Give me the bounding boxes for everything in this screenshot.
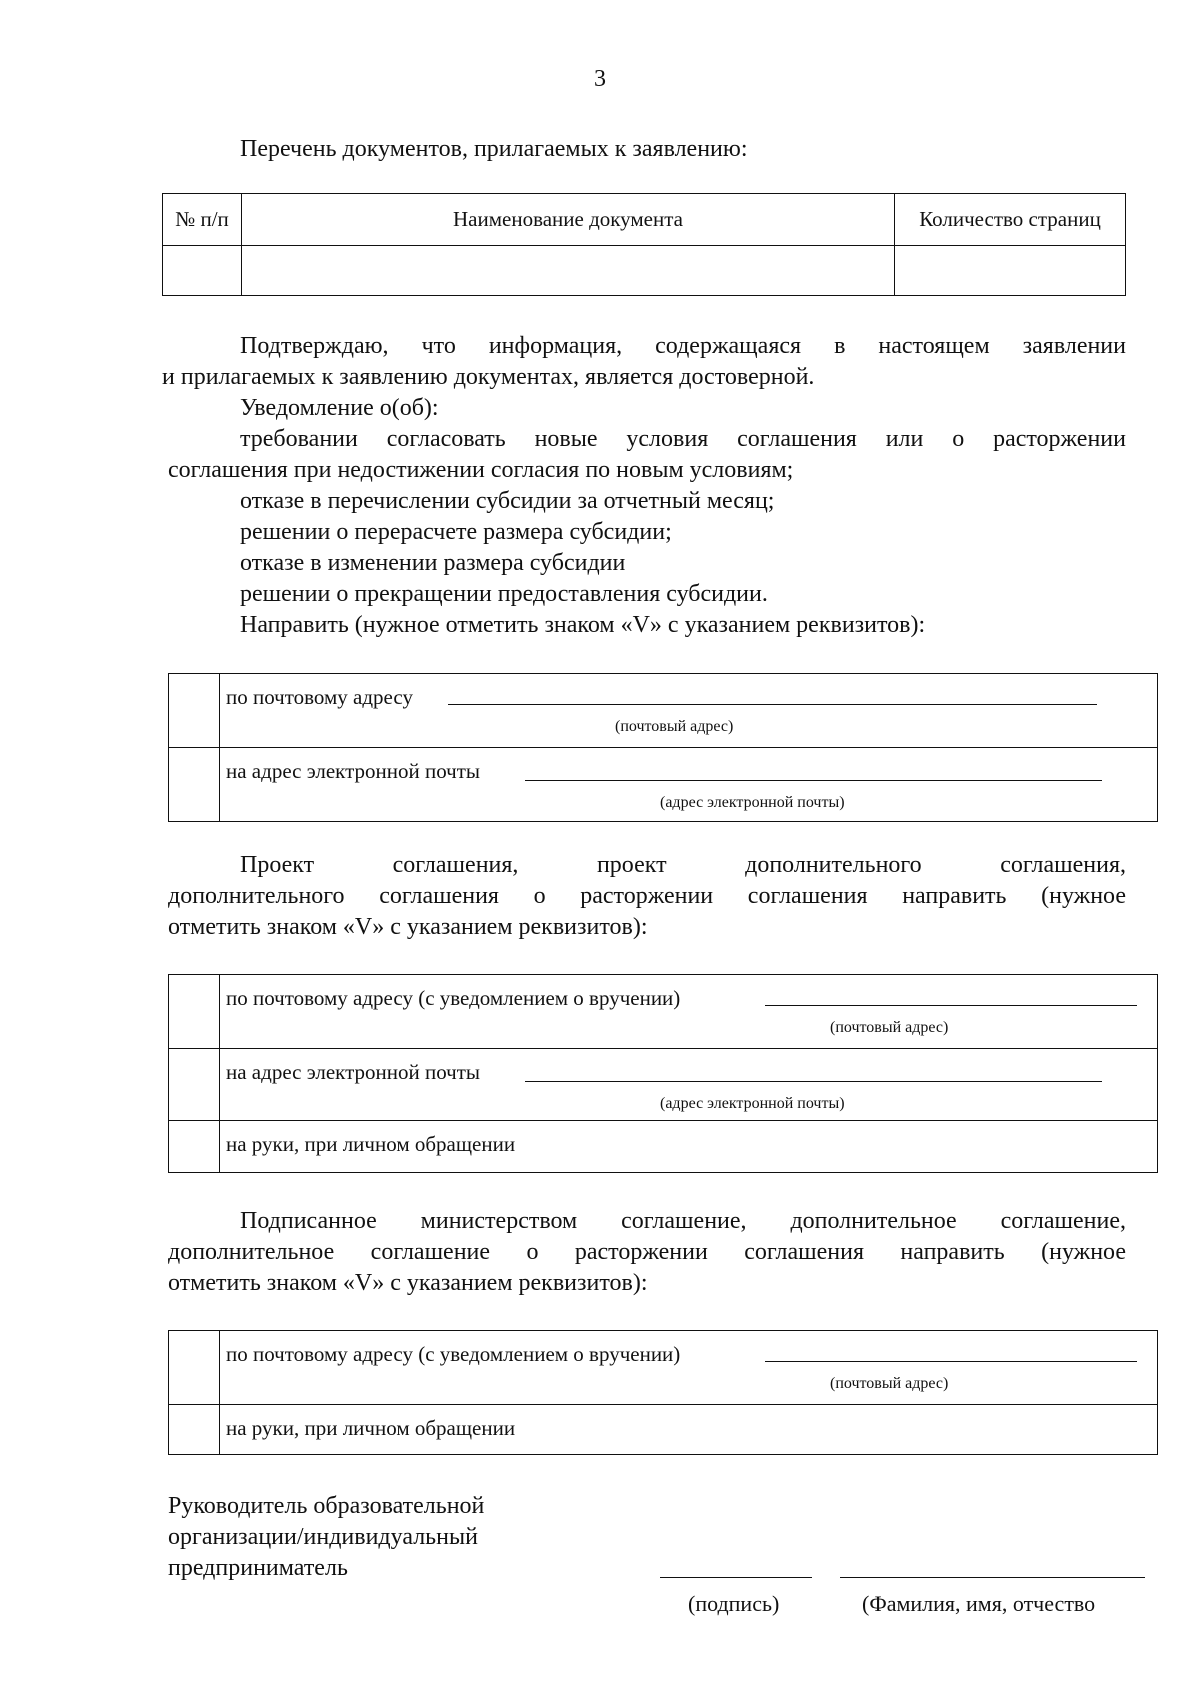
documents-table-row xyxy=(163,246,1126,296)
post-label: по почтовому адресу xyxy=(226,685,413,709)
project-delivery-table xyxy=(168,974,1158,1173)
signature-hint: (подпись) xyxy=(688,1591,780,1616)
signer-title-line-3: предприниматель xyxy=(168,1555,348,1581)
page-number: 3 xyxy=(594,66,606,92)
post-address-line[interactable] xyxy=(448,704,1097,705)
signer-title-line-1: Руководитель образовательной xyxy=(168,1493,485,1519)
signer-title-line-2: организации/индивидуальный xyxy=(168,1524,478,1550)
notice-item-1-line-2: соглашения при недостижении согласия по новым условиям; xyxy=(168,457,794,483)
email-address-line[interactable] xyxy=(525,780,1102,781)
project-line-2: дополнительного соглашения о расторжении соглашения направить (нужное xyxy=(168,883,1126,909)
col-number-header: № п/п xyxy=(163,194,242,246)
project-row-personal xyxy=(169,1121,1158,1173)
full-name-line[interactable] xyxy=(840,1577,1145,1578)
notice-item-4: отказе в изменении размера субсидии xyxy=(240,550,626,576)
signed-line-2: дополнительное соглашение о расторжении соглашения направить (нужное xyxy=(168,1239,1126,1265)
col-pages-header: Количество страниц xyxy=(895,194,1126,246)
signed-post-hint: (почтовый адрес) xyxy=(830,1375,949,1392)
notice-delivery-table xyxy=(168,673,1158,822)
signed-row-post xyxy=(169,1331,1158,1405)
project-post-hint: (почтовый адрес) xyxy=(830,1019,949,1036)
col-name-header: Наименование документа xyxy=(242,194,895,246)
docs-intro: Перечень документов, прилагаемых к заявлению: xyxy=(240,136,748,162)
project-email-label: на адрес электронной почты xyxy=(226,1060,481,1084)
project-post-address-line[interactable] xyxy=(765,1005,1137,1006)
signed-personal-label: на руки, при личном обращении xyxy=(226,1416,516,1440)
signature-line[interactable] xyxy=(660,1577,812,1578)
cell-name[interactable] xyxy=(242,246,895,296)
post-address-hint: (почтовый адрес) xyxy=(615,718,734,735)
checkbox-post[interactable] xyxy=(169,674,220,748)
project-post-label: по почтовому адресу (с уведомлением о вручении) xyxy=(226,986,681,1010)
project-row-email xyxy=(169,1049,1158,1121)
full-name-hint: (Фамилия, имя, отчество xyxy=(862,1591,1096,1616)
checkbox-project-post[interactable] xyxy=(169,975,220,1049)
project-line-3: отметить знаком «V» с указанием реквизитов): xyxy=(168,914,648,940)
signed-line-3: отметить знаком «V» с указанием реквизитов): xyxy=(168,1270,648,1296)
confirm-line-2: и прилагаемых к заявлению документах, является достоверной. xyxy=(162,364,815,390)
signed-post-label: по почтовому адресу (с уведомлением о вручении) xyxy=(226,1342,681,1366)
documents-table xyxy=(162,193,1126,296)
signed-line-1: Подписанное министерством соглашение, дополнительное соглашение, xyxy=(240,1208,1126,1234)
notice-item-5: решении о прекращении предоставления субсидии. xyxy=(240,581,768,607)
cell-pages[interactable] xyxy=(895,246,1126,296)
project-email-address-line[interactable] xyxy=(525,1081,1102,1082)
delivery-row-email xyxy=(169,748,1158,822)
signed-post-address-line[interactable] xyxy=(765,1361,1137,1362)
notice-item-2: отказе в перечислении субсидии за отчетный месяц; xyxy=(240,488,775,514)
confirm-line-1: Подтверждаю, что информация, содержащаяся в настоящем заявлении xyxy=(240,333,1126,359)
delivery-row-post xyxy=(169,674,1158,748)
project-row-post xyxy=(169,975,1158,1049)
project-email-hint: (адрес электронной почты) xyxy=(660,1095,845,1112)
checkbox-project-email[interactable] xyxy=(169,1049,220,1121)
checkbox-email[interactable] xyxy=(169,748,220,822)
signed-row-personal xyxy=(169,1405,1158,1455)
notice-send-instruction: Направить (нужное отметить знаком «V» с указанием реквизитов): xyxy=(240,612,926,638)
email-label: на адрес электронной почты xyxy=(226,759,481,783)
cell-number[interactable] xyxy=(163,246,242,296)
signed-delivery-table xyxy=(168,1330,1158,1455)
documents-table-header xyxy=(163,194,1126,246)
checkbox-signed-post[interactable] xyxy=(169,1331,220,1405)
checkbox-project-personal[interactable] xyxy=(169,1121,220,1173)
project-personal-label: на руки, при личном обращении xyxy=(226,1132,516,1156)
project-line-1: Проект соглашения, проект дополнительного соглашения, xyxy=(240,852,1126,878)
checkbox-signed-personal[interactable] xyxy=(169,1405,220,1455)
notice-item-3: решении о перерасчете размера субсидии; xyxy=(240,519,672,545)
notice-title: Уведомление о(об): xyxy=(240,395,439,421)
email-address-hint: (адрес электронной почты) xyxy=(660,794,845,811)
notice-item-1-line-1: требовании согласовать новые условия соглашения или о расторжении xyxy=(240,426,1126,452)
